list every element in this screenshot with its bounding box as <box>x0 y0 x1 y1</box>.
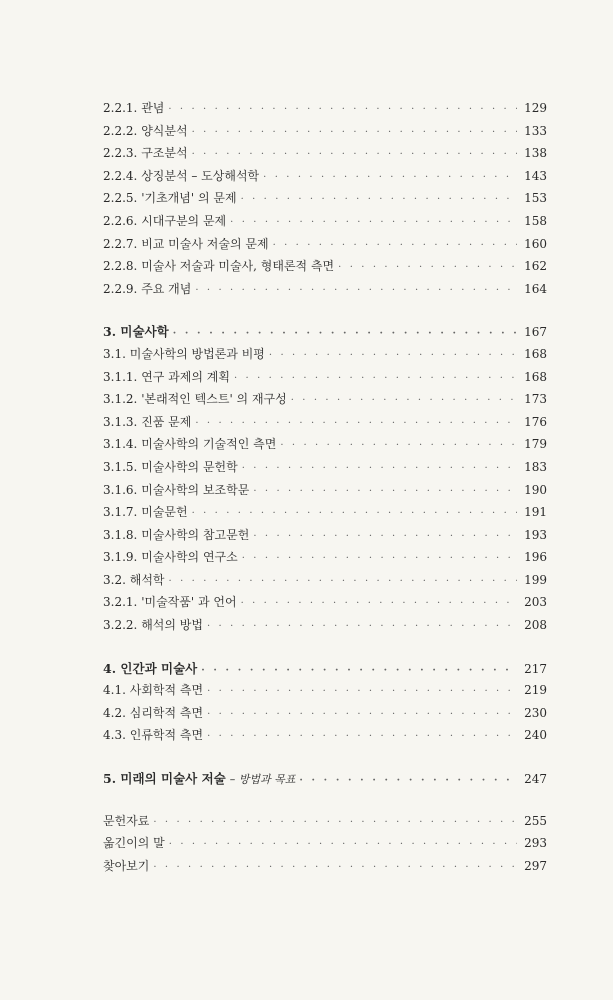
entry-number: 3.1.7. <box>103 505 138 520</box>
toc-entry <box>103 99 547 122</box>
toc-entry <box>103 681 547 704</box>
leader-dots <box>192 127 517 138</box>
entry-title: '본래적인 텍스트' 의 재구성 <box>141 392 287 407</box>
entry-number: 3.2. <box>103 572 126 587</box>
leader-dots <box>241 194 517 205</box>
toc-section-chapter-3 <box>103 322 547 638</box>
leader-dots <box>263 172 517 183</box>
toc-entry <box>103 458 547 481</box>
leader-dots <box>269 350 517 361</box>
entry-page: 143 <box>524 168 547 183</box>
entry-title: 미술사학의 참고문헌 <box>141 527 250 542</box>
entry-number: 2.2.9. <box>103 281 138 296</box>
chapter-page: 247 <box>524 772 547 787</box>
toc-entry <box>103 122 547 145</box>
entry-number: 3.1.1. <box>103 369 138 384</box>
toc-entry <box>103 280 547 303</box>
entry-page: 179 <box>524 437 547 452</box>
entry-number: 3.2.1. <box>103 595 138 610</box>
chapter-title: 인간과 미술사 <box>120 660 198 676</box>
toc-chapter-heading <box>103 322 547 345</box>
leader-dots <box>207 621 517 632</box>
leader-dots <box>299 775 517 786</box>
entry-title: 주요 개념 <box>141 281 192 296</box>
entry-title: 찾아보기 <box>103 858 150 873</box>
toc-entry <box>103 189 547 212</box>
entry-title: 관념 <box>141 101 165 115</box>
toc-entry <box>103 616 547 639</box>
toc-entry <box>103 235 547 258</box>
entry-title: 미술사 저술과 미술사, 형태론적 측면 <box>141 259 335 274</box>
entry-page: 164 <box>524 281 547 296</box>
leader-dots <box>273 240 517 251</box>
leader-dots <box>230 217 517 228</box>
leader-dots <box>153 817 517 828</box>
entry-number: 3.1.9. <box>103 550 138 565</box>
leader-dots <box>173 328 517 339</box>
entry-title: 사회학적 측면 <box>129 683 204 698</box>
entry-title: '기초개념' 의 문제 <box>141 191 237 206</box>
table-of-contents <box>103 99 547 879</box>
entry-number: 3.2.2. <box>103 618 138 633</box>
entry-title: 옮긴이의 말 <box>103 836 165 851</box>
entry-title: 해석학 <box>129 572 165 587</box>
entry-page: 230 <box>524 705 547 720</box>
leader-dots <box>192 508 517 519</box>
entry-page: 293 <box>524 836 547 851</box>
toc-entry <box>103 144 547 167</box>
entry-title: 미술사학의 연구소 <box>141 550 238 565</box>
entry-number: 2.2.8. <box>103 259 138 274</box>
chapter-subtitle: – 방법과 목표 <box>229 773 296 787</box>
toc-entry <box>103 212 547 235</box>
leader-dots <box>168 104 517 115</box>
entry-page: 255 <box>524 813 547 828</box>
entry-title: 해석의 방법 <box>141 618 203 633</box>
toc-section-chapter-4 <box>103 659 547 749</box>
entry-title: 미술사학의 문헌학 <box>141 459 238 474</box>
entry-number: 2.2.7. <box>103 236 138 251</box>
entry-page: 133 <box>524 123 547 138</box>
toc-entry <box>103 368 547 391</box>
entry-number: 3.1. <box>103 346 126 361</box>
leader-dots <box>169 576 517 587</box>
toc-section-chapter-5 <box>103 769 547 792</box>
leader-dots <box>242 553 517 564</box>
leader-dots <box>280 440 517 451</box>
entry-number: 4.3. <box>103 728 126 743</box>
entry-number: 2.2.2. <box>103 123 138 138</box>
toc-entry <box>103 503 547 526</box>
chapter-number: 3. <box>103 324 117 340</box>
entry-title: 미술사학의 기술적인 측면 <box>141 437 277 452</box>
entry-number: 2.2.3. <box>103 146 138 161</box>
leader-dots <box>338 262 517 273</box>
leader-dots <box>207 686 517 697</box>
entry-page: 219 <box>524 683 547 698</box>
entry-title: 심리학적 측면 <box>129 705 204 720</box>
entry-page: 138 <box>524 146 547 161</box>
entry-page: 183 <box>524 459 547 474</box>
toc-entry <box>103 571 547 594</box>
entry-page: 158 <box>524 213 547 228</box>
toc-section-back-matter <box>103 812 547 880</box>
entry-number: 3.1.8. <box>103 527 138 542</box>
entry-page: 191 <box>524 505 547 520</box>
leader-dots <box>253 486 517 497</box>
entry-page: 153 <box>524 191 547 206</box>
entry-number: 3.1.4. <box>103 437 138 452</box>
entry-title: 양식분석 <box>141 123 188 138</box>
leader-dots <box>153 862 517 873</box>
toc-entry <box>103 413 547 436</box>
entry-page: 240 <box>524 728 547 743</box>
entry-page: 129 <box>524 101 547 115</box>
toc-entry <box>103 481 547 504</box>
toc-entry <box>103 704 547 727</box>
entry-number: 2.2.1. <box>103 101 138 115</box>
entry-page: 168 <box>524 369 547 384</box>
chapter-title: 미술사학 <box>120 324 169 340</box>
toc-entry <box>103 526 547 549</box>
chapter-page: 167 <box>524 325 547 340</box>
entry-title: 미술문헌 <box>141 505 188 520</box>
leader-dots <box>201 665 517 676</box>
entry-number: 4.1. <box>103 683 126 698</box>
chapter-number: 4. <box>103 660 117 676</box>
entry-title: 진품 문제 <box>141 414 192 429</box>
toc-entry <box>103 390 547 413</box>
entry-number: 3.1.5. <box>103 459 138 474</box>
entry-title: 상징분석 – 도상해석학 <box>141 168 260 183</box>
leader-dots <box>195 418 517 429</box>
entry-page: 168 <box>524 346 547 361</box>
entry-title: '미술작품' 과 언어 <box>141 595 237 610</box>
entry-number: 2.2.5. <box>103 191 138 206</box>
entry-page: 199 <box>524 572 547 587</box>
entry-title: 연구 과제의 계획 <box>141 369 230 384</box>
entry-number: 3.1.6. <box>103 482 138 497</box>
toc-chapter-heading <box>103 659 547 682</box>
toc-entry <box>103 435 547 458</box>
chapter-page: 217 <box>524 661 547 676</box>
entry-number: 4.2. <box>103 705 126 720</box>
entry-title: 비교 미술사 저술의 문제 <box>141 236 269 251</box>
chapter-title: 미래의 미술사 저술 <box>120 771 226 787</box>
leader-dots <box>195 285 517 296</box>
entry-number: 3.1.3. <box>103 414 138 429</box>
toc-entry <box>103 812 547 835</box>
entry-page: 190 <box>524 482 547 497</box>
entry-page: 203 <box>524 595 547 610</box>
toc-entry <box>103 593 547 616</box>
toc-entry <box>103 167 547 190</box>
entry-title: 미술사학의 방법론과 비평 <box>129 346 265 361</box>
toc-entry <box>103 345 547 368</box>
leader-dots <box>242 463 517 474</box>
toc-entry <box>103 548 547 571</box>
leader-dots <box>169 839 517 850</box>
entry-page: 160 <box>524 236 547 251</box>
entry-title: 인류학적 측면 <box>129 728 204 743</box>
toc-entry <box>103 834 547 857</box>
entry-page: 297 <box>524 858 547 873</box>
entry-title: 미술사학의 보조학문 <box>141 482 250 497</box>
leader-dots <box>234 373 517 384</box>
entry-page: 162 <box>524 259 547 274</box>
entry-page: 208 <box>524 618 547 633</box>
leader-dots <box>207 709 517 720</box>
toc-entry <box>103 857 547 880</box>
toc-entry <box>103 257 547 280</box>
entry-title: 문헌자료 <box>103 813 150 828</box>
entry-page: 196 <box>524 550 547 565</box>
entry-title: 시대구분의 문제 <box>141 213 227 228</box>
entry-page: 176 <box>524 414 547 429</box>
entry-page: 173 <box>524 392 547 407</box>
entry-number: 3.1.2. <box>103 392 138 407</box>
leader-dots <box>291 395 517 406</box>
leader-dots <box>253 531 517 542</box>
toc-chapter-heading <box>103 769 547 792</box>
toc-section-2-2 <box>103 99 547 302</box>
leader-dots <box>241 598 517 609</box>
toc-entry <box>103 726 547 749</box>
entry-title: 구조분석 <box>141 146 188 161</box>
leader-dots <box>207 731 517 742</box>
chapter-number: 5. <box>103 771 117 787</box>
entry-number: 2.2.6. <box>103 213 138 228</box>
entry-page: 193 <box>524 527 547 542</box>
leader-dots <box>192 149 517 160</box>
entry-number: 2.2.4. <box>103 168 138 183</box>
